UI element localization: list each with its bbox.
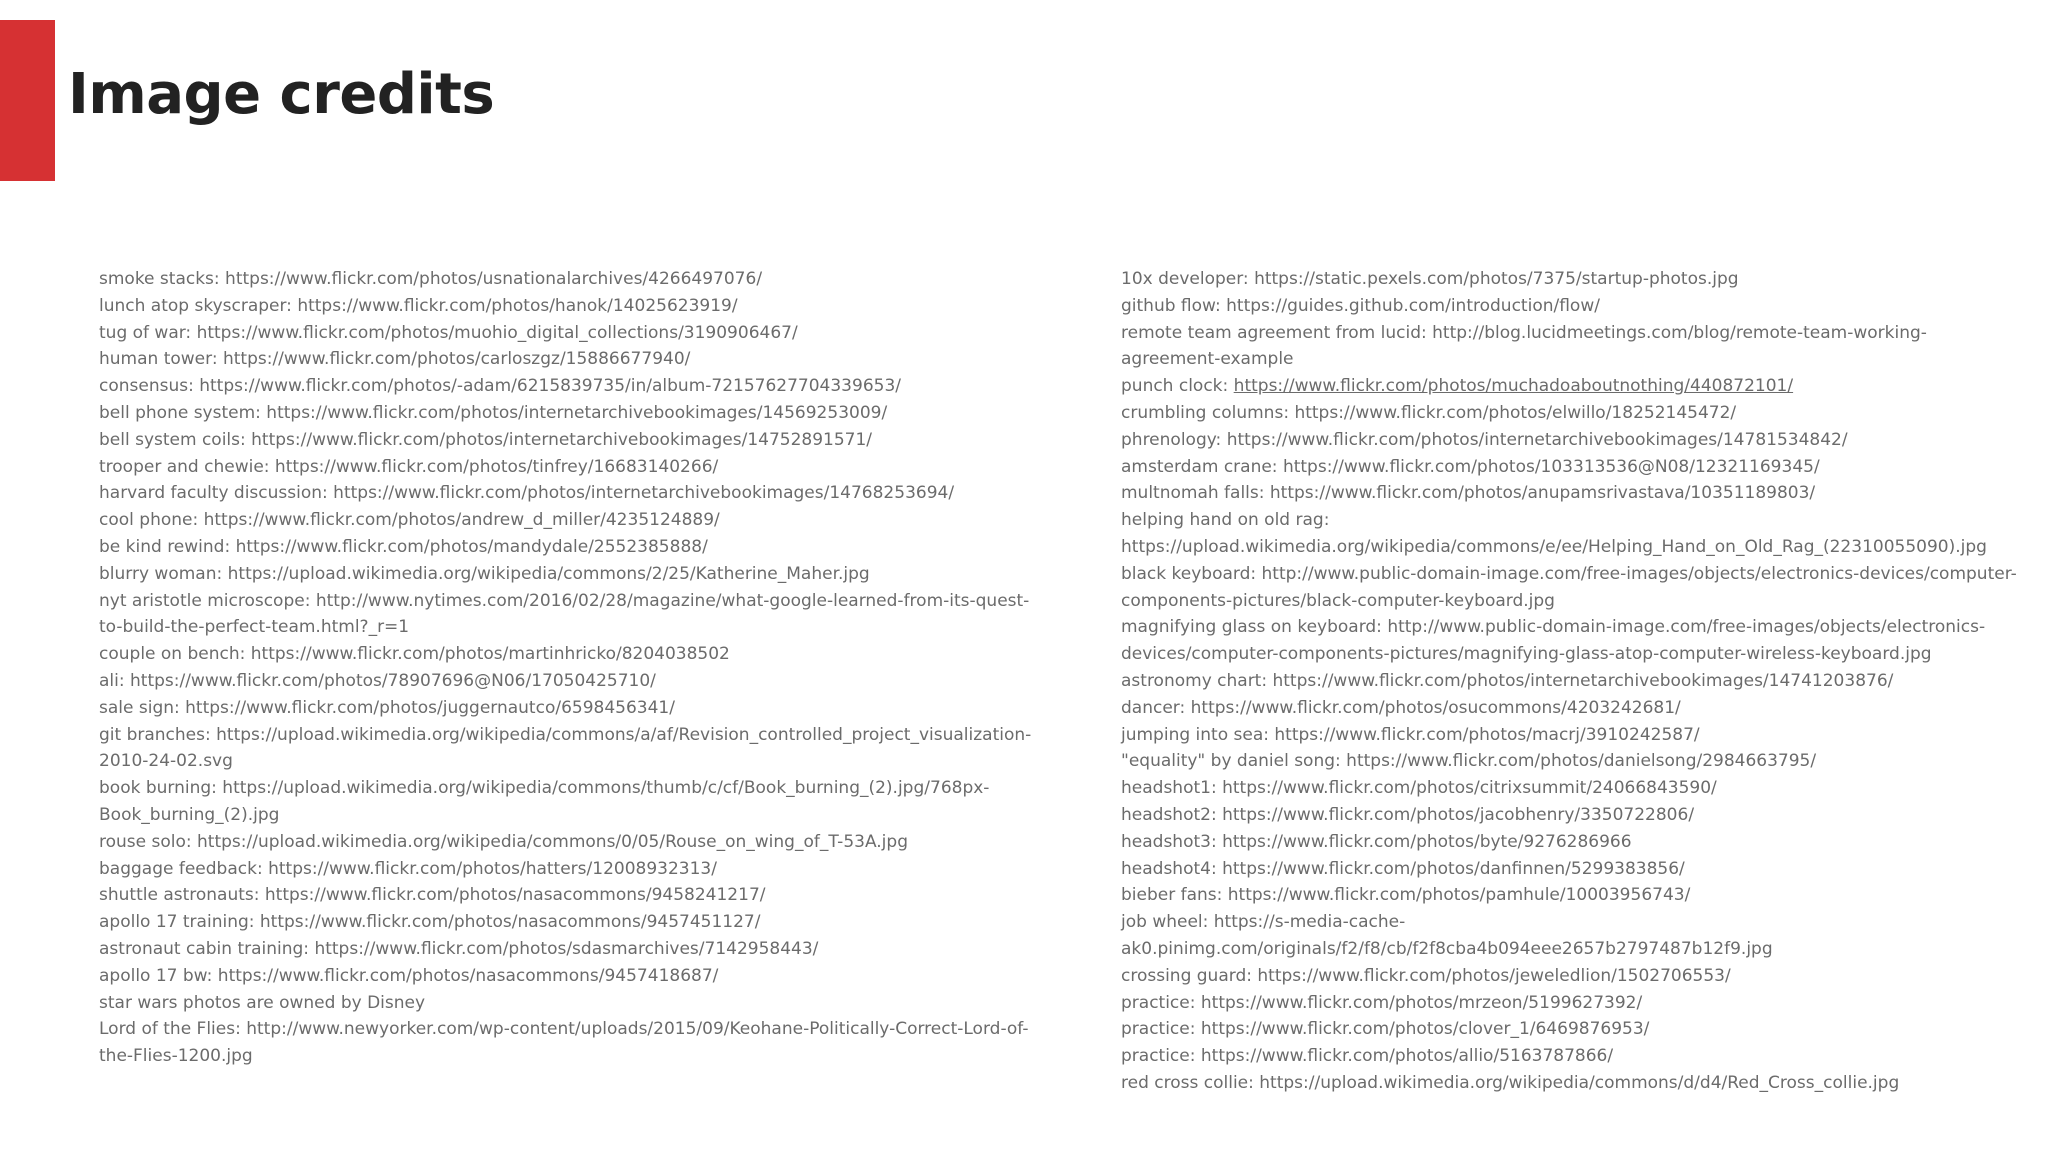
credit-label: rouse solo: [99,831,198,852]
credit-link[interactable]: https://static.pexels.com/photos/7375/startup-photos.jpg [1254,269,1739,289]
credit-link[interactable]: https://www.flickr.com/photos/internetarchivebookimages/14741203876/ [1272,670,1894,691]
credit-label: harvard faculty discussion: [99,483,334,504]
credit-line [99,346,1034,373]
credit-label: sale sign: [99,697,186,718]
credit-label: punch clock: [1121,376,1234,397]
credits-column-left [99,266,1034,1070]
credit-link[interactable]: https://www.flickr.com/photos/clover_1/6469876953/ [1200,1019,1650,1040]
credit-line [1121,748,2026,775]
credit-label: star wars photos are owned by Disney [99,992,426,1013]
credit-label: nyt aristotle microscope: [99,590,316,611]
credit-link[interactable]: https://www.flickr.com/photos/internetarchivebookimages/14781534842/ [1226,429,1848,450]
credit-label: bieber fans: [1121,885,1228,906]
credit-line [99,641,1034,668]
credit-label: practice: [1121,992,1201,1013]
credit-line [99,507,1034,534]
credit-line [1121,802,2026,829]
credit-link[interactable]: https://www.flickr.com/photos/nasacommons/9457418687/ [217,965,719,986]
credit-label: tug of war: [99,322,197,343]
credit-line [99,722,1034,776]
credit-link[interactable]: https://upload.wikimedia.org/wikipedia/commons/a/af/Revision_controlled_project_visualization-2010-24-02.svg [99,724,1032,772]
credit-line [99,400,1034,427]
credit-line [1121,454,2026,481]
credit-line [99,695,1034,722]
credit-label: multnomah falls: [1121,483,1270,504]
credit-link[interactable]: https://www.flickr.com/photos/sdasmarchives/7142958443/ [314,938,819,959]
credit-line [1121,1016,2026,1043]
credit-link[interactable]: http://www.newyorker.com/wp-content/uploads/2015/09/Keohane-Politically-Correct-Lord-of-the-Flies-1200.jpg [99,1019,1029,1067]
credit-link[interactable]: https://www.flickr.com/photos/nasacommons/9458241217/ [264,885,766,906]
credit-link[interactable]: https://www.flickr.com/photos/mrzeon/5199627392/ [1200,992,1643,1013]
credit-link[interactable]: https://www.flickr.com/photos/-adam/6215839735/in/album-72157627704339653/ [199,376,901,397]
credit-link[interactable]: https://www.flickr.com/photos/103313536@N08/12321169345/ [1282,456,1820,477]
credit-link[interactable]: https://www.flickr.com/photos/nasacommons/9457451127/ [259,912,761,933]
credit-line [1121,695,2026,722]
credit-link[interactable]: https://www.flickr.com/photos/carloszgz/15886677940/ [222,349,691,370]
page-title: Image credits [68,62,495,127]
credit-line [99,882,1034,909]
credit-label: amsterdam crane: [1121,456,1283,477]
credit-line [1121,400,2026,427]
credit-line [1121,507,2026,561]
credit-link[interactable]: http://www.public-domain-image.com/free-images/objects/electronics-devices/computer-components-pictures/magnifying-glass-atop-computer-wireless-keyboard.jpg [1121,617,1986,665]
credit-label: baggage feedback: [99,858,269,879]
credit-link[interactable]: https://www.flickr.com/photos/martinhricko/8204038502 [250,644,730,665]
credit-label: book burning: [99,778,223,799]
credit-line [1121,614,2026,668]
credit-line [99,856,1034,883]
title-accent-bar [0,20,55,181]
credits-column-right [1121,266,2026,1097]
credit-line [1121,990,2026,1017]
credit-line [1121,561,2026,615]
credit-link[interactable]: https://www.flickr.com/photos/hanok/14025623919/ [297,295,738,316]
credit-link[interactable]: https://www.flickr.com/photos/osucommons/4203242681/ [1190,697,1681,718]
credit-label: apollo 17 bw: [99,965,218,986]
credit-label: phrenology: [1121,429,1227,450]
credit-line [1121,480,2026,507]
credit-label: magnifying glass on keyboard: [1121,617,1388,638]
credit-label: headshot2: [1121,804,1223,825]
credit-label: bell phone system: [99,402,267,423]
credit-link[interactable]: https://upload.wikimedia.org/wikipedia/commons/e/ee/Helping_Hand_on_Old_Rag_(22310055090).jpg [1121,536,1987,557]
credit-link[interactable]: https://www.flickr.com/photos/anupamsrivastava/10351189803/ [1269,483,1816,504]
credit-label: ali: [99,670,130,691]
credit-line [1121,909,2026,963]
credit-line [99,1016,1034,1070]
credit-label: bell system coils: [99,429,252,450]
credit-link[interactable]: https://www.flickr.com/photos/danielsong/2984663795/ [1346,751,1817,772]
credit-label: dancer: [1121,697,1191,718]
credit-link[interactable]: https://www.flickr.com/photos/pamhule/10003956743/ [1227,885,1691,906]
credit-link[interactable]: https://www.flickr.com/photos/tinfrey/16683140266/ [274,456,719,477]
credit-label: black keyboard: [1121,563,1262,584]
credit-link[interactable]: https://www.flickr.com/photos/jacobhenry/3350722806/ [1222,804,1695,825]
credit-line [99,829,1034,856]
credit-label: blurry woman: [99,563,228,584]
credit-label: astronaut cabin training: [99,938,315,959]
credit-line [99,373,1034,400]
credit-line [99,427,1034,454]
credit-link[interactable]: https://www.flickr.com/photos/muchadoaboutnothing/440872101/ [1233,376,1794,397]
credit-line [99,266,1034,293]
credit-link[interactable]: https://www.flickr.com/photos/juggernautco/6598456341/ [185,697,675,718]
credit-label: crossing guard: [1121,965,1258,986]
credit-link[interactable]: https://www.flickr.com/photos/andrew_d_miller/4235124889/ [203,510,720,531]
credit-line [1121,373,2026,400]
credit-label: "equality" by daniel song: [1121,751,1347,772]
credit-label: practice: [1121,1019,1201,1040]
credit-line [1121,775,2026,802]
credit-line [1121,427,2026,454]
credit-line [1121,266,2026,293]
credit-label: practice: [1121,1046,1201,1067]
credit-link[interactable]: https://upload.wikimedia.org/wikipedia/commons/0/05/Rouse_on_wing_of_T-53A.jpg [197,831,908,852]
credit-link[interactable]: https://www.flickr.com/photos/elwillo/18252145472/ [1294,402,1737,423]
credit-link[interactable]: https://www.flickr.com/photos/internetarchivebookimages/14768253694/ [333,483,955,504]
credit-line [99,561,1034,588]
credit-link[interactable]: http://blog.lucidmeetings.com/blog/remote-team-working-agreement-example [1121,322,1927,370]
credit-link[interactable]: https://upload.wikimedia.org/wikipedia/commons/2/25/Katherine_Maher.jpg [227,563,870,584]
credit-link[interactable]: https://www.flickr.com/photos/hatters/12008932313/ [268,858,717,879]
credit-link[interactable]: https://www.flickr.com/photos/citrixsummit/24066843590/ [1222,778,1717,799]
credit-label: apollo 17 training: [99,912,260,933]
credit-label: smoke stacks: [99,269,226,289]
credit-label: crumbling columns: [1121,402,1295,423]
credit-label: human tower: [99,349,223,370]
credit-line [99,293,1034,320]
credit-line [99,668,1034,695]
credit-link[interactable]: https://www.flickr.com/photos/danfinnen/5299383856/ [1222,858,1685,879]
credit-line [99,588,1034,642]
credit-link[interactable]: https://www.flickr.com/photos/byte/9276286966 [1222,831,1632,852]
credit-line [99,775,1034,829]
credit-label: be kind rewind: [99,536,236,557]
credit-line [99,534,1034,561]
credit-label: remote team agreement from lucid: [1121,322,1433,343]
credit-line [99,936,1034,963]
credit-line [1121,856,2026,883]
credit-link[interactable]: https://www.flickr.com/photos/muohio_digital_collections/3190906467/ [196,322,798,343]
credit-link[interactable]: https://upload.wikimedia.org/wikipedia/commons/thumb/c/cf/Book_burning_(2).jpg/768px-Book_burning_(2).jpg [99,778,990,825]
credit-label: consensus: [99,376,200,397]
credit-label: trooper and chewie: [99,456,275,477]
credit-link[interactable]: https://www.flickr.com/photos/internetarchivebookimages/14569253009/ [266,402,888,423]
credit-link[interactable]: https://upload.wikimedia.org/wikipedia/commons/d/d4/Red_Cross_collie.jpg [1259,1072,1900,1093]
credit-label: headshot1: [1121,778,1223,799]
credit-link[interactable]: https://s-media-cache-ak0.pinimg.com/originals/f2/f8/cb/f2f8cba4b094eee2657b2797487b12f9.jpg [1121,912,1773,959]
credit-line [99,990,1034,1017]
credit-line [1121,829,2026,856]
credit-line [1121,668,2026,695]
credit-link[interactable]: http://www.nytimes.com/2016/02/28/magazine/what-google-learned-from-its-quest-to-build-the-perfect-team.html?_r=1 [99,590,1030,638]
credit-line [99,320,1034,347]
credit-line [99,454,1034,481]
credit-link[interactable]: https://www.flickr.com/photos/78907696@N06/17050425710/ [130,670,656,691]
credit-label: cool phone: [99,510,204,531]
credit-link[interactable]: https://www.flickr.com/photos/allio/5163787866/ [1200,1046,1614,1067]
credit-link[interactable]: https://www.flickr.com/photos/usnationalarchives/4266497076/ [225,269,763,289]
credit-line [1121,1043,2026,1070]
credit-line [1121,882,2026,909]
credit-line [99,963,1034,990]
credit-label: headshot3: [1121,831,1223,852]
credit-line [1121,722,2026,749]
credit-line [1121,1070,2026,1097]
credit-label: helping hand on old rag: [1121,510,1335,531]
credit-label: couple on bench: [99,644,251,665]
credit-label: headshot4: [1121,858,1223,879]
credit-line [1121,293,2026,320]
credit-link[interactable]: https://www.flickr.com/photos/mandydale/2552385888/ [235,536,708,557]
credit-link[interactable]: https://www.flickr.com/photos/macrj/3910242587/ [1274,724,1700,745]
credit-label: red cross collie: [1121,1072,1260,1093]
credit-link[interactable]: https://guides.github.com/introduction/flow/ [1226,295,1600,316]
credit-line [99,909,1034,936]
credit-label: astronomy chart: [1121,670,1273,691]
credit-label: git branches: [99,724,217,745]
credit-label: github flow: [1121,295,1227,316]
credit-label: job wheel: [1121,912,1214,933]
credit-label: lunch atop skyscraper: [99,295,298,316]
credit-link[interactable]: https://www.flickr.com/photos/jeweledlion/1502706553/ [1257,965,1731,986]
credit-link[interactable]: http://www.public-domain-image.com/free-images/objects/electronics-devices/computer-components-pictures/black-computer-keyboard.jpg [1121,563,2017,611]
credit-line [99,480,1034,507]
credit-label: jumping into sea: [1121,724,1275,745]
credit-label: shuttle astronauts: [99,885,265,906]
credit-line [1121,320,2026,374]
credit-label: Lord of the Flies: [99,1019,247,1040]
credit-line [1121,963,2026,990]
credit-link[interactable]: https://www.flickr.com/photos/internetarchivebookimages/14752891571/ [251,429,873,450]
credit-label: 10x developer: [1121,269,1255,289]
